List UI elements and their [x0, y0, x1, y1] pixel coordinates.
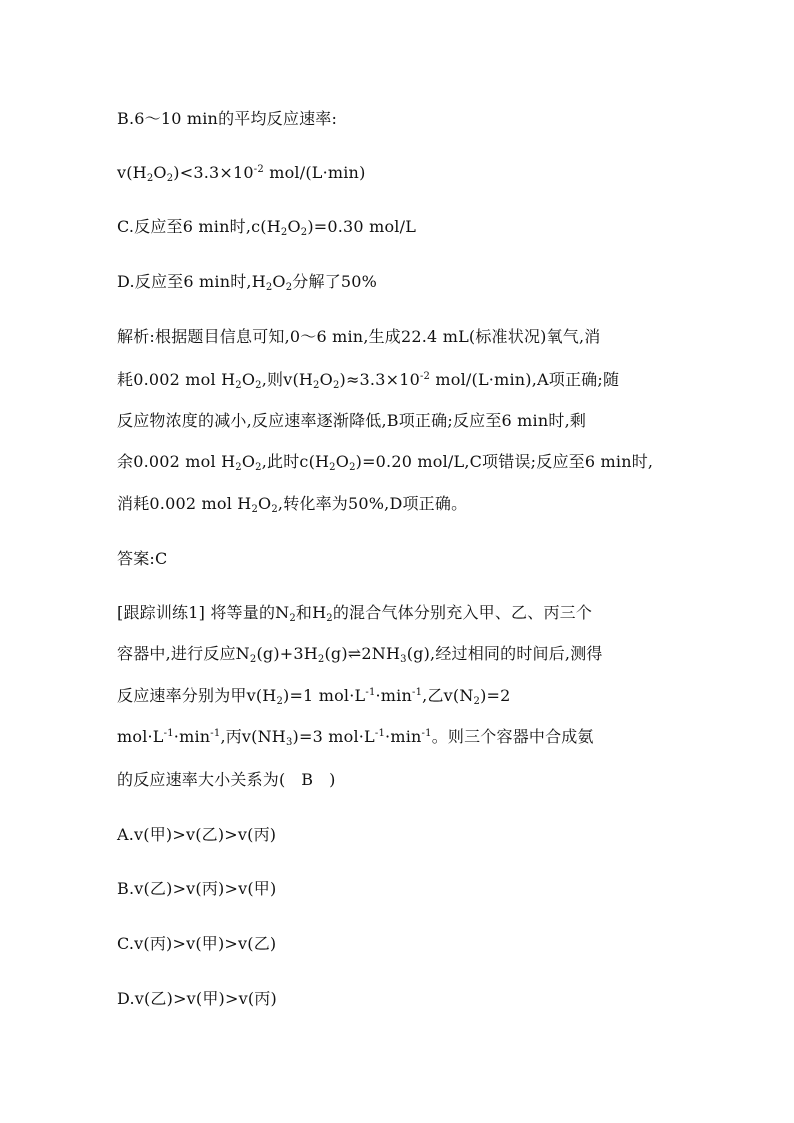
exercise-line-1: [跟踪训练1] 将等量的$N_2$和$H_2$的混合气体分别充入甲、乙、丙三个: [117, 603, 593, 624]
option-c: C.反应至6 min时$,c(H_2O_2)=0.30$ mol/L: [117, 217, 417, 238]
exercise-line-3: 反应速率分别为甲$v(H_2)=1$ $mol\cdot L^{-1}\cdot\min^{-1}$,乙$v(N_2)=2$: [117, 686, 511, 707]
exercise-line-2: 容器中,进行反应$N_2(g)+3H_2(g)\rightleftharpoons 2NH_3(g)$,经过相同的时间后,测得: [117, 644, 603, 665]
option-d: D.反应至6 min时$,H_2O_2$分解了50%: [117, 272, 378, 293]
analysis-line-3: 反应物浓度的减小,反应速率逐渐降低,B项正确;反应至6 min时,剩: [117, 411, 587, 430]
option-b-line-1: B.6～10 min的平均反应速率:: [117, 109, 338, 128]
choice-b: B.v(乙)>v(丙)>v(甲): [117, 879, 277, 898]
option-b-line-2: $v(H_2O_2)<3.3\times 10^{-2}$ mol/(L·min): [117, 163, 366, 184]
analysis-line-5: 消耗0.002 mol $H_2O_2$,转化率为50%,D项正确。: [117, 494, 468, 515]
analysis-line-2: 耗0.002 mol $H_2O_2$,则$v(H_2O_2)\approx 3.3\times 10^{-2}$ mol/(L·min),A项正确;随: [117, 370, 620, 391]
exercise-line-4: $mol\cdot L^{-1}\cdot\min^{-1}$,丙$v(NH_3)=3$ $mol\cdot L^{-1}\cdot\min^{-1}$。则三个容器中合成氨: [117, 727, 594, 748]
choice-d: D.v(乙)>v(甲)>v(丙): [117, 989, 277, 1008]
choice-a: A.v(甲)>v(乙)>v(丙): [117, 825, 277, 844]
analysis-line-4: 余0.002 mol $H_2O_2$,此时$c(H_2O_2)=0.20$ mol/L,C项错误;反应至6 min时,: [117, 452, 654, 473]
analysis-line-1: 解析:根据题目信息可知,0～6 min,生成22.4 mL(标准状况)氧气,消: [117, 327, 601, 346]
exercise-line-5: 的反应速率大小关系为( B ): [117, 770, 336, 789]
choice-c: C.v(丙)>v(甲)>v(乙): [117, 934, 277, 953]
answer-line: 答案:C: [117, 549, 168, 568]
